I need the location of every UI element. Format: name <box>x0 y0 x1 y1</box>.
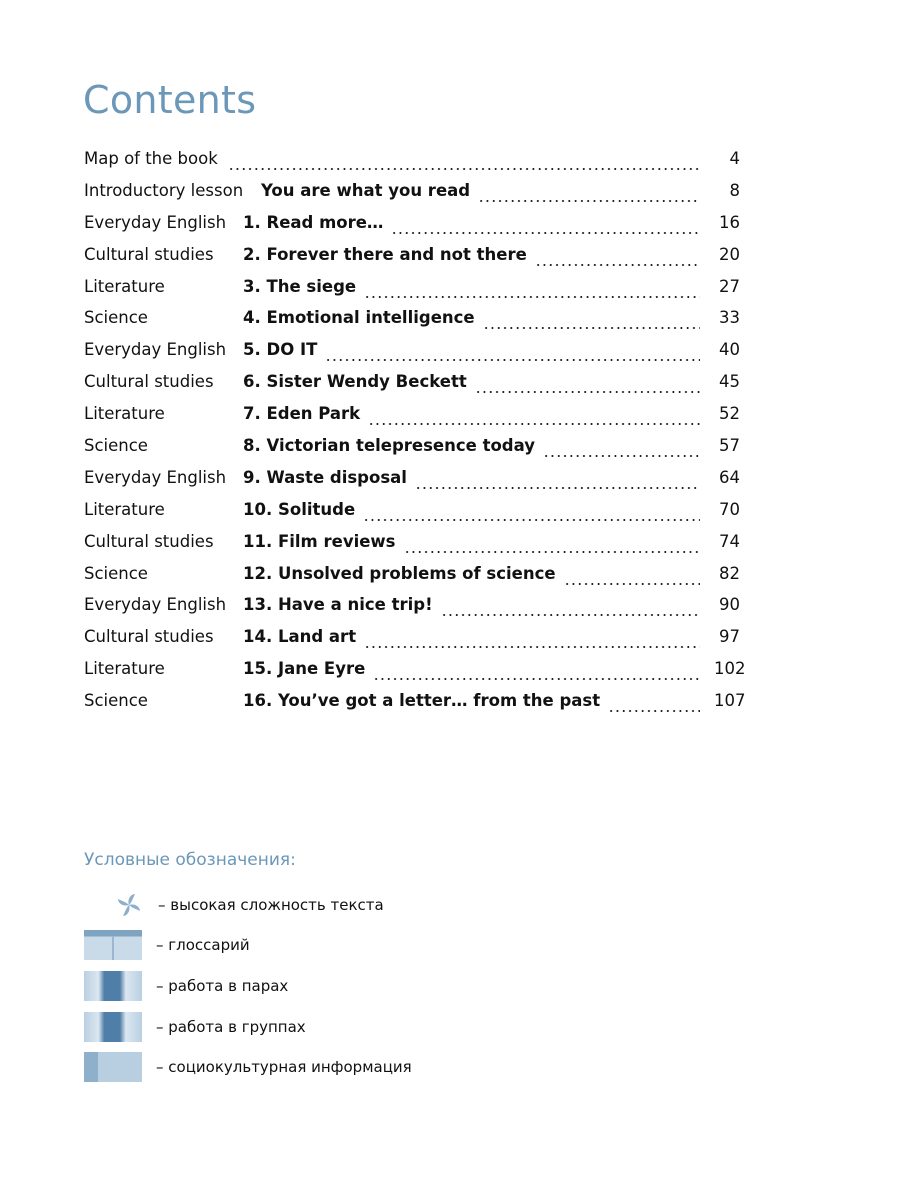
toc-row[interactable] <box>84 627 740 659</box>
pinwheel-icon <box>84 890 144 920</box>
toc-row[interactable] <box>84 468 740 500</box>
toc-title[interactable]: 15. Jane Eyre <box>243 659 366 679</box>
toc-title[interactable]: 8. Victorian telepresence today <box>243 436 536 456</box>
pair-work-icon <box>84 971 142 1001</box>
toc-title[interactable]: 14. Land art <box>243 627 357 647</box>
toc-title[interactable]: 7. Eden Park <box>243 404 361 424</box>
toc-row[interactable] <box>84 436 740 468</box>
toc-category: Science <box>84 563 148 583</box>
toc-category: Cultural studies <box>84 627 214 647</box>
toc-row[interactable] <box>84 277 740 309</box>
legend-label: – высокая сложность текста <box>158 896 384 914</box>
toc-category: Everyday English <box>84 467 227 487</box>
toc-page-number: 82 <box>719 563 740 583</box>
page-title: Contents <box>83 78 257 122</box>
legend-label: – социокультурная информация <box>156 1058 412 1076</box>
dot-leader <box>228 168 700 170</box>
dot-leader <box>325 359 700 361</box>
toc-row[interactable] <box>84 245 740 277</box>
notebook-icon <box>84 1052 142 1082</box>
toc-page-number: 33 <box>719 308 740 328</box>
toc-title[interactable]: 3. The siege <box>243 276 357 296</box>
book-icon <box>84 930 142 960</box>
dot-leader <box>543 455 700 457</box>
toc-row[interactable] <box>84 308 740 340</box>
legend-item <box>84 1052 412 1082</box>
dot-leader <box>363 519 700 521</box>
toc-category: Everyday English <box>84 595 227 615</box>
toc-page-number: 45 <box>719 372 740 392</box>
toc-row[interactable] <box>84 500 740 532</box>
toc-page-number: 64 <box>719 467 740 487</box>
table-of-contents <box>84 149 746 723</box>
legend-heading: Условные обозначения: <box>84 850 296 870</box>
dot-leader <box>404 551 701 553</box>
toc-row[interactable] <box>84 532 740 564</box>
dot-leader <box>364 646 700 648</box>
toc-page-number: 102 <box>714 659 746 679</box>
toc-title[interactable]: 13. Have a nice trip! <box>243 595 433 615</box>
toc-category: Everyday English <box>84 212 227 232</box>
toc-category: Science <box>84 308 148 328</box>
toc-row[interactable] <box>84 404 740 436</box>
toc-category: Literature <box>84 659 165 679</box>
toc-category: Cultural studies <box>84 372 214 392</box>
toc-title[interactable]: 16. You’ve got a letter… from the past <box>243 691 601 711</box>
toc-category: Map of the book <box>84 149 218 168</box>
dot-leader <box>608 710 700 712</box>
toc-page-number: 4 <box>729 149 740 168</box>
toc-page-number: 90 <box>719 595 740 615</box>
toc-row[interactable] <box>84 340 740 372</box>
dot-leader <box>415 487 700 489</box>
legend-item <box>84 890 384 920</box>
toc-category: Science <box>84 436 148 456</box>
toc-category: Literature <box>84 276 165 296</box>
toc-page-number: 70 <box>719 499 740 519</box>
toc-row[interactable] <box>84 595 740 627</box>
toc-page-number: 8 <box>729 180 740 200</box>
toc-title[interactable]: 10. Solitude <box>243 499 356 519</box>
toc-page-number: 107 <box>714 691 746 711</box>
toc-category: Cultural studies <box>84 244 214 264</box>
legend-item <box>84 971 288 1001</box>
dot-leader <box>373 678 700 680</box>
toc-title[interactable]: 6. Sister Wendy Beckett <box>243 372 467 392</box>
toc-page-number: 57 <box>719 436 740 456</box>
toc-title[interactable]: You are what you read <box>261 180 471 200</box>
toc-page-number: 74 <box>719 531 740 551</box>
toc-title[interactable]: 2. Forever there and not there <box>243 244 527 264</box>
toc-page-number: 20 <box>719 244 740 264</box>
legend-label: – глоссарий <box>156 936 250 954</box>
toc-page-number: 52 <box>719 404 740 424</box>
legend-label: – работа в группах <box>156 1018 306 1036</box>
toc-row[interactable] <box>84 691 746 723</box>
toc-row[interactable] <box>84 149 740 181</box>
toc-title[interactable]: 5. DO IT <box>243 340 318 360</box>
toc-title[interactable]: 1. Read more… <box>243 212 384 232</box>
dot-leader <box>483 327 700 329</box>
toc-row[interactable] <box>84 659 746 691</box>
dot-leader <box>441 614 700 616</box>
group-work-icon <box>84 1012 142 1042</box>
toc-row[interactable] <box>84 372 740 404</box>
dot-leader <box>535 264 700 266</box>
toc-title[interactable]: 9. Waste disposal <box>243 467 407 487</box>
toc-page-number: 16 <box>719 212 740 232</box>
legend-item <box>84 930 250 960</box>
toc-category: Everyday English <box>84 340 227 360</box>
dot-leader <box>478 200 700 202</box>
toc-row[interactable] <box>84 213 740 245</box>
toc-row[interactable] <box>84 181 740 213</box>
toc-category: Literature <box>84 404 165 424</box>
toc-category: Literature <box>84 499 165 519</box>
toc-title[interactable]: 11. Film reviews <box>243 531 396 551</box>
toc-category: Introductory lesson <box>84 180 244 200</box>
dot-leader <box>391 232 700 234</box>
legend-label: – работа в парах <box>156 977 289 995</box>
dot-leader <box>368 423 700 425</box>
toc-page-number: 27 <box>719 276 740 296</box>
toc-page-number: 97 <box>719 627 740 647</box>
toc-title[interactable]: 4. Emotional intelligence <box>243 308 475 328</box>
legend-item <box>84 1012 306 1042</box>
toc-title[interactable]: 12. Unsolved problems of science <box>243 563 556 583</box>
toc-page-number: 40 <box>719 340 740 360</box>
toc-category: Science <box>84 691 148 711</box>
dot-leader <box>564 583 700 585</box>
toc-category: Cultural studies <box>84 531 214 551</box>
dot-leader <box>475 391 700 393</box>
toc-row[interactable] <box>84 564 740 596</box>
dot-leader <box>364 296 700 298</box>
